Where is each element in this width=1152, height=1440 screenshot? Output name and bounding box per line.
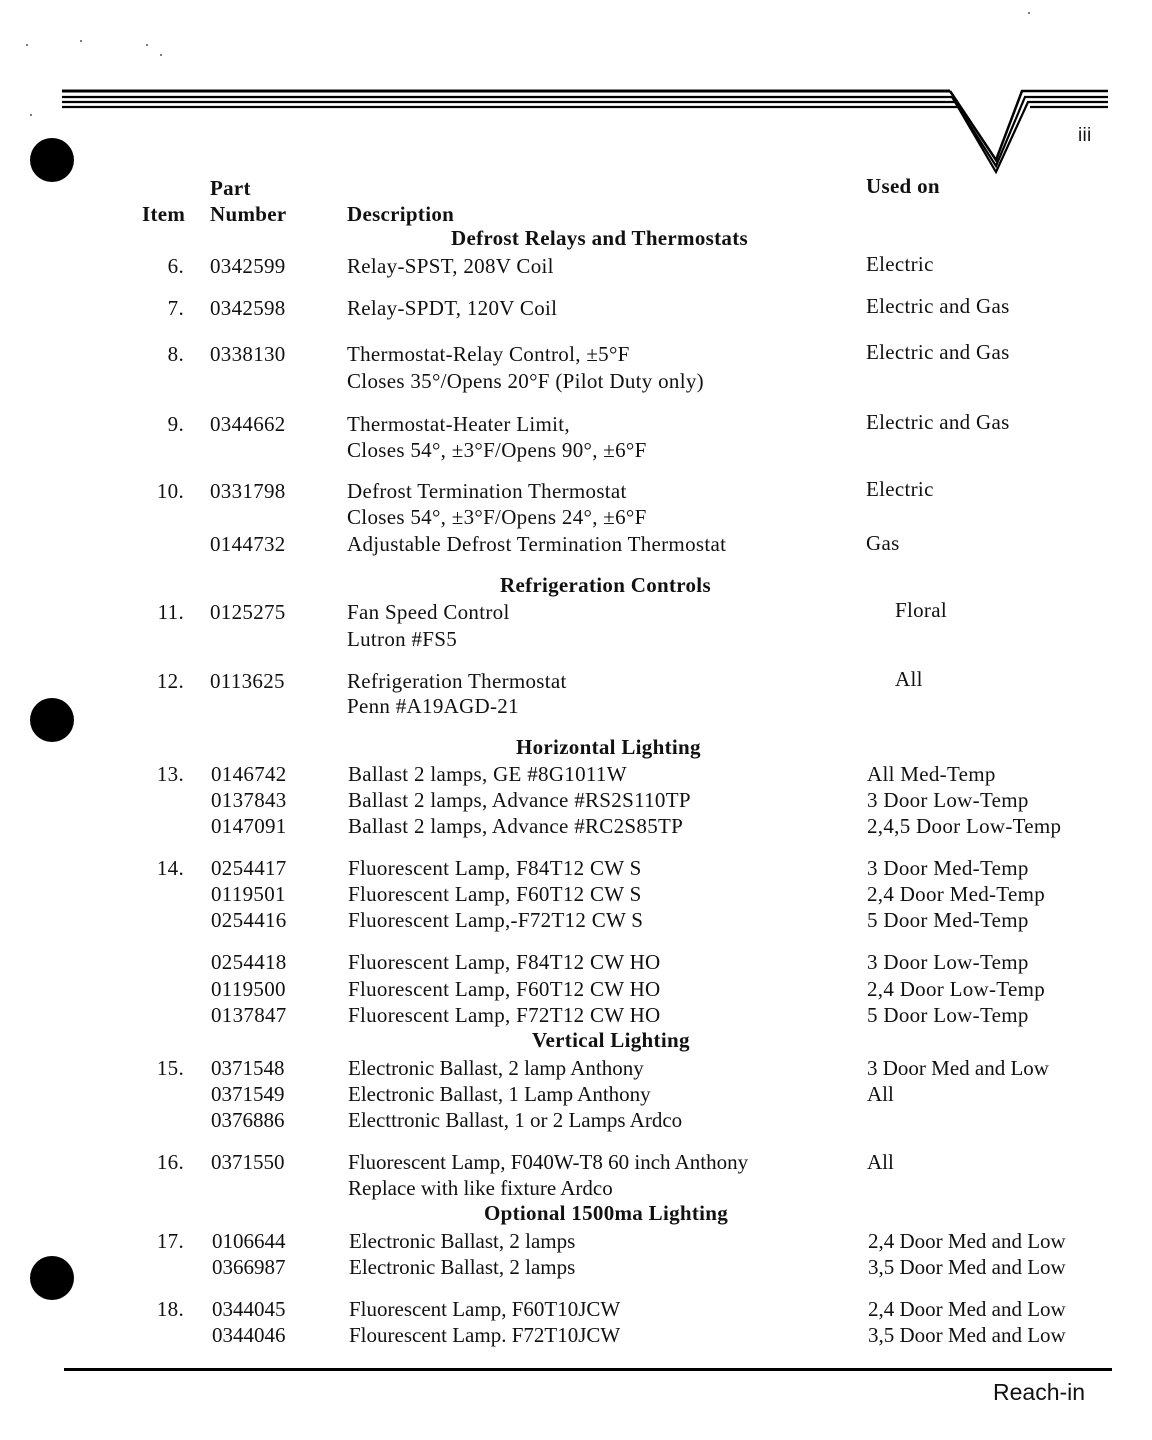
row-used-on: 3 Door Med and Low xyxy=(867,1056,1049,1080)
row-part: 0366987 xyxy=(212,1255,286,1279)
section-heading: Horizontal Lighting xyxy=(516,735,701,759)
row-part: 0254416 xyxy=(211,908,287,932)
row-part: 0342599 xyxy=(210,254,286,278)
row-used-on: 2,4 Door Low-Temp xyxy=(867,977,1046,1001)
row-used-on: 5 Door Low-Temp xyxy=(867,1003,1029,1027)
row-used-on: All xyxy=(867,1082,894,1106)
row-description-continued: Replace with like fixture Ardco xyxy=(348,1176,613,1200)
row-used-on: All xyxy=(895,667,923,691)
row-used-on: 5 Door Med-Temp xyxy=(867,908,1029,932)
row-used-on: 3 Door Med-Temp xyxy=(867,856,1029,880)
row-description: Fluorescent Lamp, F60T12 CW HO xyxy=(348,977,661,1001)
row-used-on: All Med-Temp xyxy=(867,762,996,786)
row-description: Refrigeration Thermostat xyxy=(347,669,567,693)
row-description: Fluorescent Lamp, F60T10JCW xyxy=(349,1297,621,1321)
row-part: 0371550 xyxy=(211,1150,285,1174)
row-used-on: Electric and Gas xyxy=(866,294,1010,318)
row-used-on: Electric and Gas xyxy=(866,410,1010,434)
header-item: Item xyxy=(142,202,186,226)
row-part: 0119501 xyxy=(211,882,286,906)
row-description: Defrost Termination Thermostat xyxy=(347,479,627,503)
row-description: Electronic Ballast, 2 lamps xyxy=(349,1229,576,1253)
row-description: Relay-SPDT, 120V Coil xyxy=(347,296,558,320)
row-item: 15. xyxy=(156,1056,184,1080)
row-part: 0344662 xyxy=(210,412,286,436)
page-number: iii xyxy=(1078,125,1092,146)
row-part: 0371549 xyxy=(211,1082,285,1106)
row-description: Fluorescent Lamp, F84T12 CW HO xyxy=(348,950,661,974)
row-part: 0371548 xyxy=(211,1056,285,1080)
row-description: Electronic Ballast, 2 lamp Anthony xyxy=(348,1056,644,1080)
row-part: 0344045 xyxy=(212,1297,286,1321)
row-description: Flourescent Lamp. F72T10JCW xyxy=(349,1323,621,1347)
row-used-on: 2,4,5 Door Low-Temp xyxy=(867,814,1062,838)
footer-rule xyxy=(64,1368,1112,1371)
row-description: Thermostat-Heater Limit, xyxy=(347,412,570,436)
row-item: 14. xyxy=(156,856,184,880)
row-description: Relay-SPST, 208V Coil xyxy=(347,254,554,278)
row-part: 0144732 xyxy=(210,532,286,556)
row-description: Fluorescent Lamp, F84T12 CW S xyxy=(348,856,642,880)
row-item: 16. xyxy=(156,1150,184,1174)
header-part-line2: Number xyxy=(210,202,287,226)
row-item: 8. xyxy=(167,342,184,366)
row-description: Fluorescent Lamp, F040W-T8 60 inch Anthony xyxy=(348,1150,749,1174)
row-item: 12. xyxy=(156,669,184,693)
row-used-on: 3,5 Door Med and Low xyxy=(868,1255,1066,1279)
row-part: 0146742 xyxy=(211,762,287,786)
row-used-on: 2,4 Door Med-Temp xyxy=(867,882,1046,906)
row-used-on: Floral xyxy=(895,598,947,622)
row-description: Electronic Ballast, 2 lamps xyxy=(349,1255,576,1279)
row-description: Fluorescent Lamp, F72T12 CW HO xyxy=(348,1003,661,1027)
row-description: Electronic Ballast, 1 Lamp Anthony xyxy=(348,1082,651,1106)
row-item: 7. xyxy=(167,296,184,320)
row-used-on: Gas xyxy=(866,531,900,555)
row-part: 0137847 xyxy=(211,1003,287,1027)
row-part: 0331798 xyxy=(210,479,286,503)
row-description: Ballast 2 lamps, GE #8G1011W xyxy=(348,762,627,786)
header-used-on: Used on xyxy=(866,174,940,198)
row-used-on: Electric and Gas xyxy=(866,340,1010,364)
row-part: 0376886 xyxy=(211,1108,285,1132)
row-description-continued: Closes 35°/Opens 20°F (Pilot Duty only) xyxy=(347,369,704,393)
row-part: 0344046 xyxy=(212,1323,286,1347)
row-part: 0254418 xyxy=(211,950,287,974)
row-part: 0119500 xyxy=(211,977,286,1001)
row-description: Ballast 2 lamps, Advance #RS2S110TP xyxy=(348,788,691,812)
row-description: Fluorescent Lamp, F60T12 CW S xyxy=(348,882,642,906)
row-description-continued: Closes 54°, ±3°F/Opens 24°, ±6°F xyxy=(347,505,647,529)
row-used-on: All xyxy=(867,1150,894,1174)
binder-hole-bottom xyxy=(30,1256,74,1300)
row-used-on: Electric xyxy=(866,252,934,276)
row-description: Ballast 2 lamps, Advance #RC2S85TP xyxy=(348,814,684,838)
binder-hole-middle xyxy=(30,698,74,742)
header-description: Description xyxy=(347,202,455,226)
row-used-on: Electric xyxy=(866,477,934,501)
row-used-on: 3 Door Low-Temp xyxy=(867,950,1029,974)
row-description: Electtronic Ballast, 1 or 2 Lamps Ardco xyxy=(348,1108,683,1132)
row-part: 0137843 xyxy=(211,788,287,812)
row-item: 11. xyxy=(157,600,184,624)
row-item: 10. xyxy=(156,479,184,503)
row-description-continued: Closes 54°, ±3°F/Opens 90°, ±6°F xyxy=(347,438,647,462)
section-heading: Defrost Relays and Thermostats xyxy=(451,226,748,250)
row-description-continued: Lutron #FS5 xyxy=(347,627,458,651)
row-description: Thermostat-Relay Control, ±5°F xyxy=(347,342,630,366)
row-used-on: 2,4 Door Med and Low xyxy=(868,1229,1066,1253)
section-heading: Optional 1500ma Lighting xyxy=(484,1201,729,1225)
row-part: 0125275 xyxy=(210,600,286,624)
row-item: 18. xyxy=(156,1297,184,1321)
section-heading: Vertical Lighting xyxy=(532,1028,690,1052)
row-description: Adjustable Defrost Termination Thermostat xyxy=(347,532,727,556)
row-item: 9. xyxy=(167,412,184,436)
header-rule-logo xyxy=(0,0,1152,180)
footer-label: Reach-in xyxy=(993,1379,1086,1405)
row-description: Fluorescent Lamp,-F72T12 CW S xyxy=(348,908,644,932)
row-part: 0338130 xyxy=(210,342,286,366)
row-used-on: 3,5 Door Med and Low xyxy=(868,1323,1066,1347)
row-part: 0147091 xyxy=(211,814,287,838)
header-part-line1: Part xyxy=(210,176,251,200)
row-item: 6. xyxy=(167,254,184,278)
row-description-continued: Penn #A19AGD-21 xyxy=(347,694,519,718)
row-item: 13. xyxy=(156,762,184,786)
row-item: 17. xyxy=(156,1229,184,1253)
row-description: Fan Speed Control xyxy=(347,600,510,624)
row-part: 0342598 xyxy=(210,296,286,320)
row-part: 0106644 xyxy=(212,1229,286,1253)
row-part: 0113625 xyxy=(210,669,285,693)
row-used-on: 2,4 Door Med and Low xyxy=(868,1297,1066,1321)
section-heading: Refrigeration Controls xyxy=(500,573,711,597)
row-used-on: 3 Door Low-Temp xyxy=(867,788,1029,812)
row-part: 0254417 xyxy=(211,856,287,880)
